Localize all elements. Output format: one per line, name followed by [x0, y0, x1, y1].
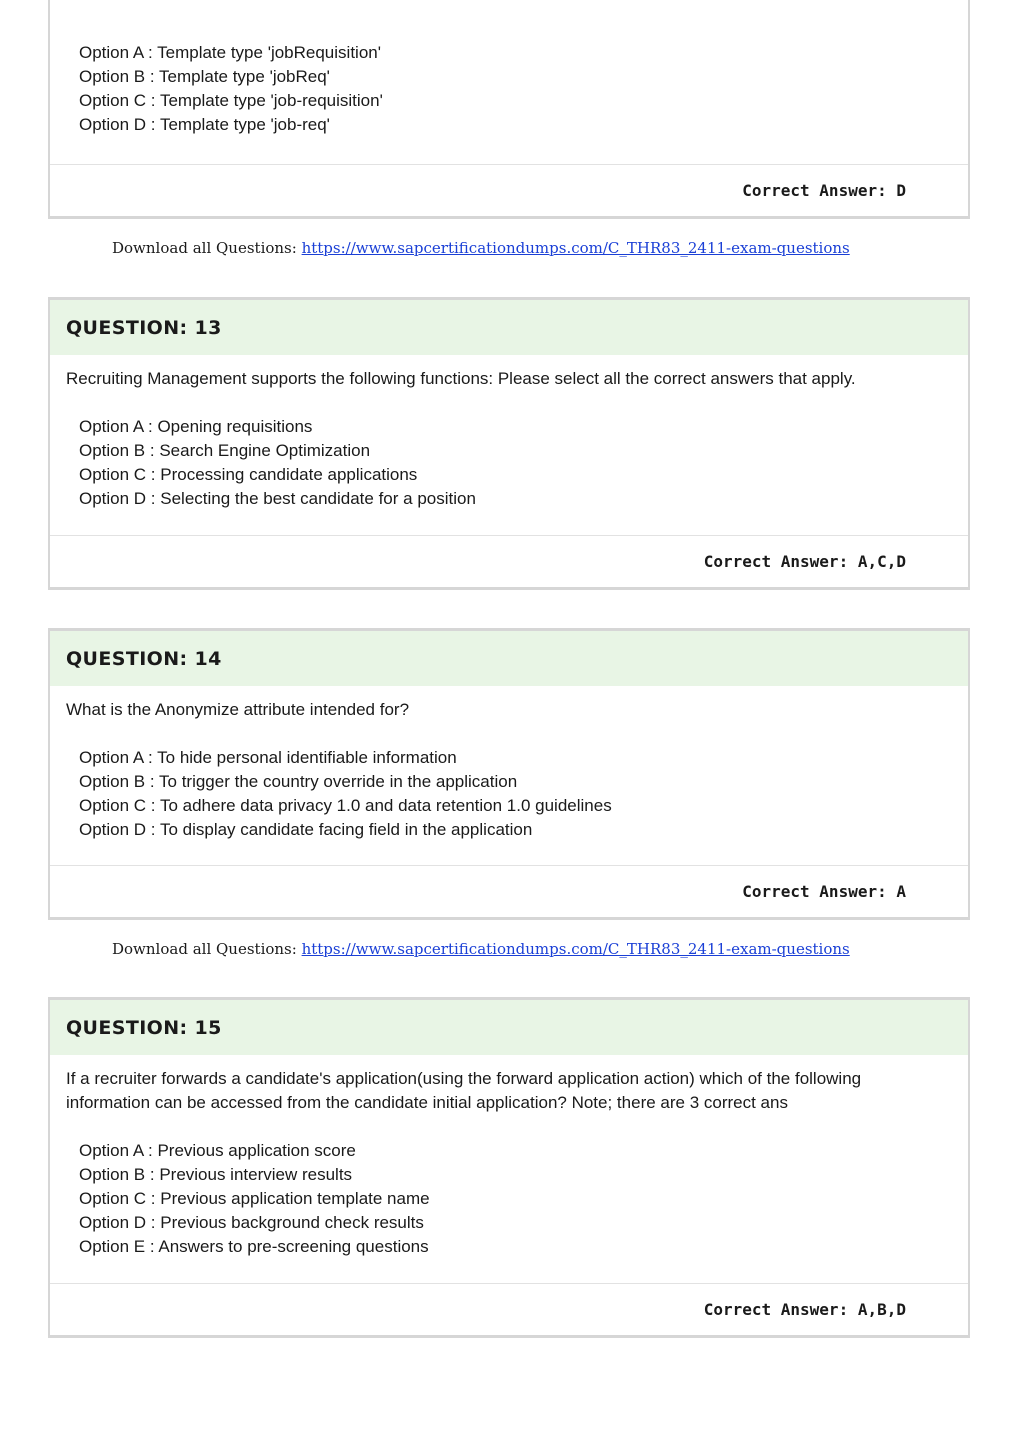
option-c: Option C : Processing candidate applications — [79, 465, 418, 484]
options-list — [50, 41, 383, 137]
option-a: Option A : Previous application score — [79, 1141, 356, 1160]
option-b: Option B : Search Engine Optimization — [79, 441, 371, 460]
question-title: QUESTION: 14 — [50, 631, 968, 686]
correct-answer — [50, 535, 968, 587]
options-list — [50, 746, 968, 842]
correct-answer-text: Correct Answer: D — [742, 181, 906, 200]
question-text: If a recruiter forwards a candidate's application(using the forward application action) which of the following information can be accessed from the candidate initial application? Note; there are 3 correct ans — [66, 1069, 862, 1112]
option-a: Option A : Template type 'jobRequisition' — [79, 43, 381, 62]
question-title: QUESTION: 13 — [50, 300, 968, 355]
question-text: Recruiting Management supports the following functions: Please select all the correct answers that apply. — [66, 369, 856, 388]
option-d: Option D : To display candidate facing field in the application — [79, 820, 533, 839]
correct-answer — [50, 865, 968, 917]
correct-answer-text: Correct Answer: A,B,D — [703, 1300, 906, 1319]
correct-answer-text: Correct Answer: A — [742, 882, 906, 901]
option-a: Option A : To hide personal identifiable information — [79, 748, 457, 767]
option-c: Option C : To adhere data privacy 1.0 and data retention 1.0 guidelines — [79, 796, 612, 815]
download-label: Download all Questions: — [112, 239, 297, 257]
download-link-block — [112, 239, 850, 257]
correct-answer — [50, 1283, 968, 1335]
options-list — [50, 1139, 968, 1259]
question-text: What is the Anonymize attribute intended for? — [66, 700, 410, 719]
option-c: Option C : Template type 'job-requisition' — [79, 91, 383, 110]
option-d: Option D : Selecting the best candidate for a position — [79, 489, 476, 508]
correct-answer — [50, 164, 968, 216]
option-d: Option D : Template type 'job-req' — [79, 115, 330, 134]
download-url-link[interactable]: https://www.sapcertificationdumps.com/C_THR83_2411-exam-questions — [301, 239, 850, 257]
question-15-card — [48, 997, 970, 1338]
question-14-card — [48, 628, 970, 920]
download-url-link[interactable]: https://www.sapcertificationdumps.com/C_THR83_2411-exam-questions — [301, 940, 850, 958]
download-label: Download all Questions: — [112, 940, 297, 958]
download-link-block — [112, 940, 850, 958]
options-list — [50, 415, 968, 511]
option-b: Option B : To trigger the country override in the application — [79, 772, 518, 791]
option-e: Option E : Answers to pre-screening questions — [79, 1237, 429, 1256]
question-title: QUESTION: 15 — [50, 1000, 968, 1055]
option-b: Option B : Template type 'jobReq' — [79, 67, 330, 86]
option-a: Option A : Opening requisitions — [79, 417, 313, 436]
question-12-card — [48, 0, 970, 219]
question-13-card — [48, 297, 970, 590]
correct-answer-text: Correct Answer: A,C,D — [703, 552, 906, 571]
option-c: Option C : Previous application template name — [79, 1189, 430, 1208]
option-b: Option B : Previous interview results — [79, 1165, 353, 1184]
option-d: Option D : Previous background check results — [79, 1213, 424, 1232]
